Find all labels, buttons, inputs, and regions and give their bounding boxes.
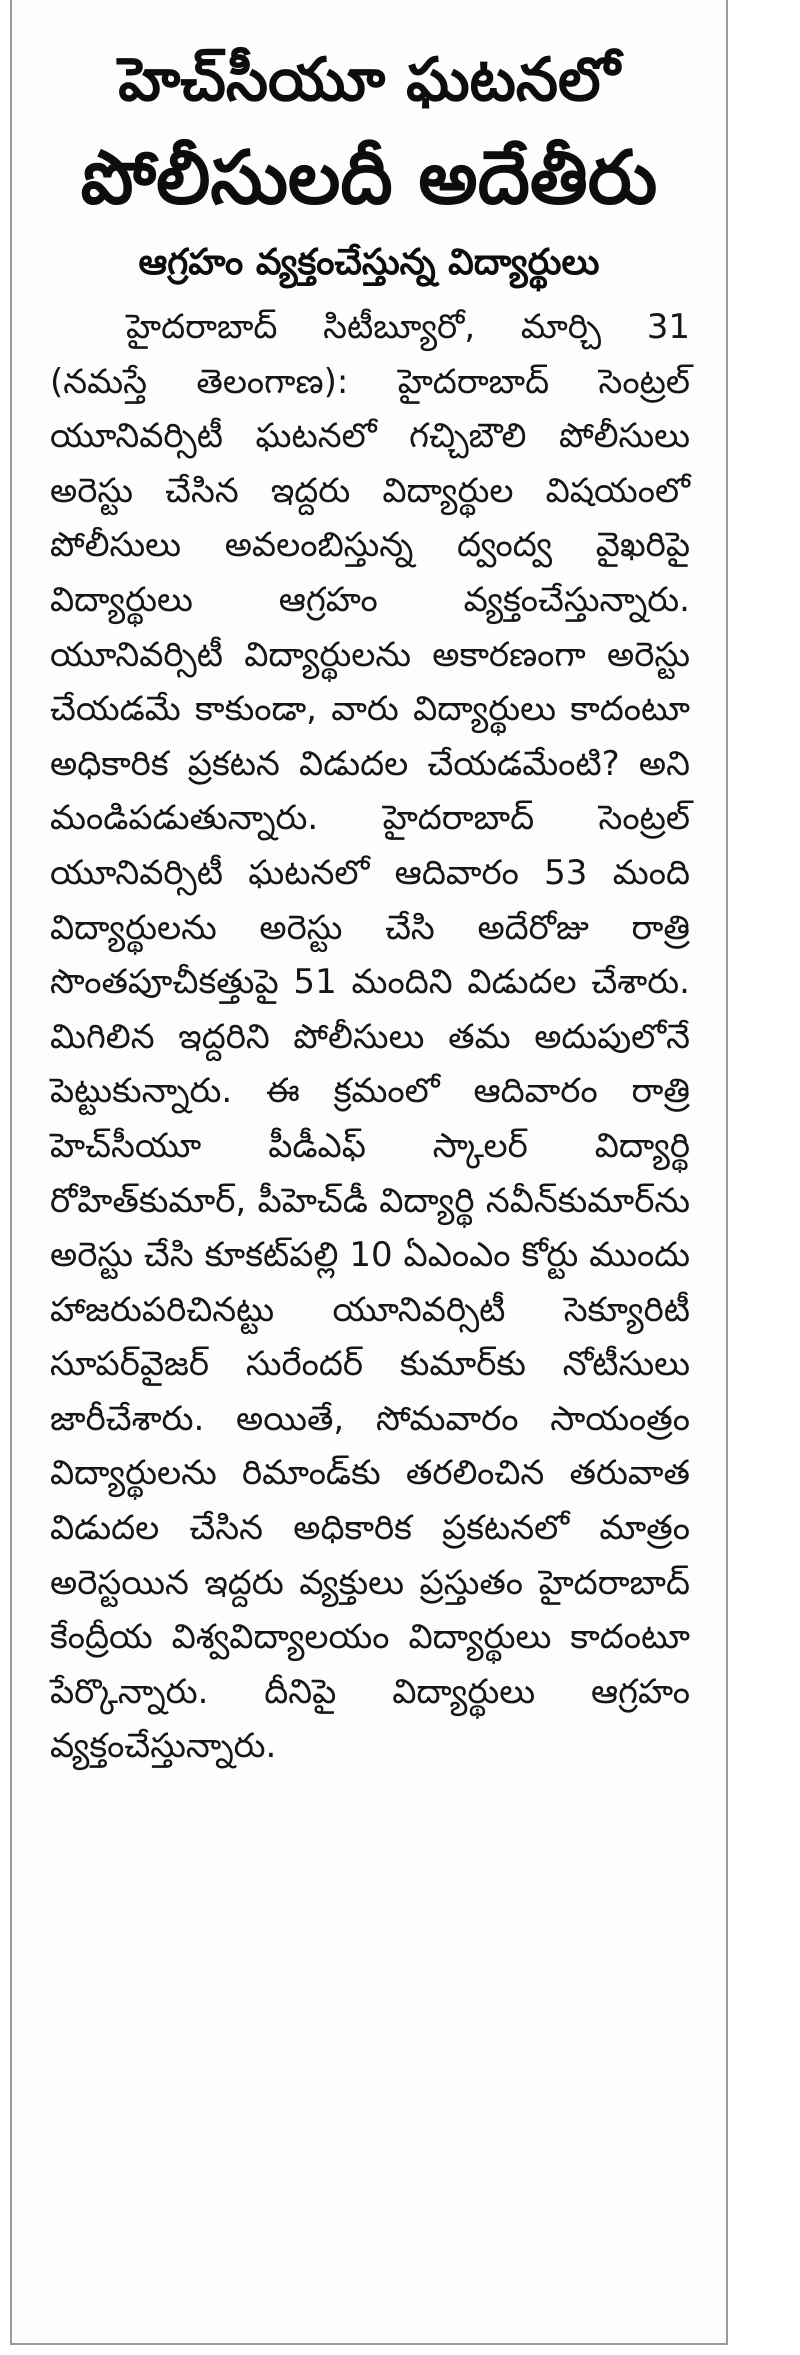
headline-line-1: హెచ్‌సీయూ ఘటనలో [118, 45, 620, 115]
newspaper-clipping [10, 0, 728, 2345]
headline-line-2: పోలీసులదీ అదేతీరు [80, 135, 658, 221]
article-body [50, 300, 690, 1774]
subheadline: ఆగ్రహం వ్యక్తంచేస్తున్న విద్యార్థులు [138, 242, 600, 283]
article-paragraph: హైదరాబాద్ సిటీబ్యూరో, మార్చి 31 (నమస్తే తెలంగాణ): హైదరాబాద్ సెంట్రల్ యూనివర్సిటీ ఘటనలో గచ్చిబౌలి పోలీసులు అరెస్టు చేసిన ఇద్దరు విద్యార్థుల విషయంలో పోలీసులు అవలంబిస్తున్న ద్వంద్వ వైఖరిపై విద్యార్థులు ఆగ్రహం వ్యక్తంచేస్తున్నారు. యూనివర్సిటీ విద్యార్థులను అకారణంగా అరెస్టు చేయడమే కాకుండా, వారు విద్యార్థులు కాదంటూ అధికారిక ప్రకటన విడుదల చేయడమేంటి? అని మండిపడుతున్నారు. హైదరాబాద్ సెంట్రల్ యూనివర్సిటీ ఘటనలో ఆదివారం 53 మంది విద్యార్థులను అరెస్టు చేసి అదేరోజు రాత్రి సొంతపూచీకత్తుపై 51 మందిని విడుదల చేశారు. మిగిలిన ఇద్దరిని పోలీసులు తమ అదుపులోనే పెట్టుకున్నారు. ఈ క్రమంలో ఆదివారం రాత్రి హెచ్‌సీయూ పీడీఎఫ్ స్కాలర్ విద్యార్థి రోహిత్‌కుమార్, పీహెచ్‌డీ విద్యార్థి నవీన్‌కుమార్‌ను అరెస్టు చేసి కూకట్‌పల్లి 10 ఏఎంఎం కోర్టు ముందు హాజరుపరిచినట్టు యూనివర్సిటీ సెక్యూరిటీ సూపర్‌వైజర్ సురేందర్ కుమార్‌కు నోటీసులు జారీచేశారు. అయితే, సోమవారం సాయంత్రం విద్యార్థులను రిమాండ్‌కు తరలించిన తరువాత విడుదల చేసిన అధికారిక ప్రకటనలో మాత్రం అరెస్టయిన ఇద్దరు వ్యక్తులు ప్రస్తుతం హైదరాబాద్ కేంద్రీయ విశ్వవిద్యాలయం విద్యార్థులు కాదంటూ పేర్కొన్నారు. దీనిపై విద్యార్థులు ఆగ్రహం వ్యక్తంచేస్తున్నారు. [50, 307, 690, 1767]
